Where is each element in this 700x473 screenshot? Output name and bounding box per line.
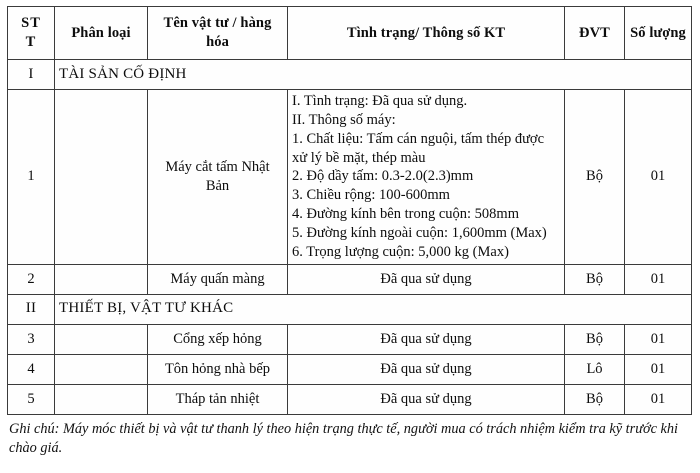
cell-phan-loai	[55, 90, 148, 265]
cell-tinh-trang: Đã qua sử dụng	[288, 324, 565, 354]
section-row-2	[8, 294, 692, 324]
spec-line: 2. Độ dầy tấm: 0.3-2.0(2.3)mm	[292, 168, 474, 185]
cell-stt: 5	[8, 384, 55, 414]
column-header-ten-vat-tu: Tên vật tư / hàng hóa	[148, 7, 288, 60]
cell-so-luong: 01	[625, 264, 692, 294]
column-header-dvt: ĐVT	[565, 7, 625, 60]
table-row	[8, 324, 692, 354]
cell-tinh-trang: Đã qua sử dụng	[288, 264, 565, 294]
cell-stt: 2	[8, 264, 55, 294]
spec-line: 6. Trọng lượng cuộn: 5,000 kg (Max)	[292, 243, 509, 260]
column-header-tinh-trang: Tình trạng/ Thông số KT	[288, 7, 565, 60]
header-row	[8, 7, 692, 60]
asset-liquidation-table	[7, 6, 692, 415]
cell-stt: 1	[8, 90, 55, 265]
table-row	[8, 384, 692, 414]
cell-phan-loai	[55, 354, 148, 384]
spec-line: 4. Đường kính bên trong cuộn: 508mm	[292, 206, 519, 223]
cell-tinh-trang-spec	[288, 90, 565, 265]
cell-dvt: Bộ	[565, 384, 625, 414]
column-header-stt	[8, 7, 55, 60]
column-header-stt-line1: ST	[21, 15, 41, 32]
spec-line: II. Thông số máy:	[292, 111, 396, 128]
column-header-so-luong: Số lượng	[625, 7, 692, 60]
cell-so-luong: 01	[625, 324, 692, 354]
cell-phan-loai	[55, 384, 148, 414]
table-body	[8, 60, 692, 415]
section-row-1	[8, 60, 692, 90]
table-header	[8, 7, 692, 60]
section-title: THIẾT BỊ, VẬT TƯ KHÁC	[55, 294, 692, 324]
table-row	[8, 264, 692, 294]
cell-stt: 3	[8, 324, 55, 354]
column-header-stt-line2: T	[25, 34, 37, 50]
cell-ten-vat-tu: Cổng xếp hỏng	[148, 324, 288, 354]
footer-note: Ghi chú: Máy móc thiết bị và vật tư thanh lý theo hiện trạng thực tế, người mua có trách nhiệm kiểm tra kỹ trước khi chào giá.	[9, 420, 679, 457]
cell-dvt: Lô	[565, 354, 625, 384]
cell-ten-vat-tu: Máy quấn màng	[148, 264, 288, 294]
cell-so-luong: 01	[625, 384, 692, 414]
cell-dvt: Bộ	[565, 324, 625, 354]
section-title: TÀI SẢN CỐ ĐỊNH	[55, 60, 692, 90]
cell-phan-loai	[55, 324, 148, 354]
cell-dvt: Bộ	[565, 90, 625, 265]
cell-stt: 4	[8, 354, 55, 384]
cell-ten-vat-tu: Máy cắt tấm Nhật Bản	[148, 90, 288, 265]
cell-dvt: Bộ	[565, 264, 625, 294]
spec-line: I. Tình trạng: Đã qua sử dụng.	[292, 93, 468, 109]
table-row	[8, 90, 692, 265]
cell-so-luong: 01	[625, 90, 692, 265]
cell-ten-vat-tu: Tháp tản nhiệt	[148, 384, 288, 414]
spec-line: 1. Chất liệu: Tấm cán nguội, tấm thép được xử lý bề mặt, thép màu	[292, 130, 545, 166]
section-index: I	[8, 60, 55, 90]
column-header-phan-loai: Phân loại	[55, 7, 148, 60]
spec-line: 3. Chiều rộng: 100-600mm	[292, 187, 450, 204]
cell-so-luong: 01	[625, 354, 692, 384]
cell-phan-loai	[55, 264, 148, 294]
cell-tinh-trang: Đã qua sử dụng	[288, 384, 565, 414]
spec-line: 5. Đường kính ngoài cuộn: 1,600mm (Max)	[292, 224, 547, 241]
table-row	[8, 354, 692, 384]
cell-ten-vat-tu: Tôn hỏng nhà bếp	[148, 354, 288, 384]
section-index: II	[8, 294, 55, 324]
cell-tinh-trang: Đã qua sử dụng	[288, 354, 565, 384]
